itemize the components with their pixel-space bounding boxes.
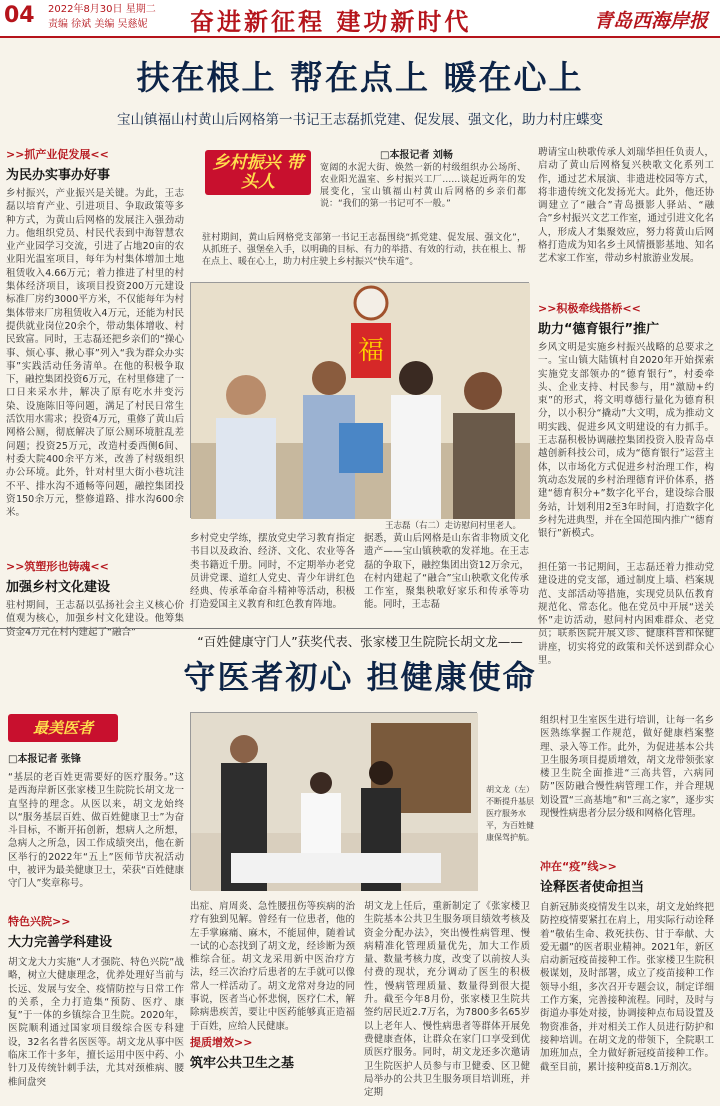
section-heading: 诠释医者使命担当 bbox=[540, 880, 645, 895]
section-body: 乡风文明是实施乡村振兴战略的总要求之一。宝山镇大陆镇村自2020年开始探索实施党支部领办的“德育银行”，村委牵头、企业支持、村民参与，用“激励+约束”的形式，将文明尊德行量化为德育积分，以小积分“撬动”大文明，成为推动文明实践、促进乡风文明建设的有力抓手。王志磊积极协调融控集团投资入股青岛卓越创新科技公司，成为“德育银行”运营主体，以市场化方式促进乡村治理工作，构筑动态发展的乡村治理德育评价体系，搭建“德育积分+”数字化平台，建设综合服务站，计划利用2至3年时间，打造数字化乡村先进典型，并在全国范围内推广“德育银行”新模式。 bbox=[538, 342, 714, 540]
photo-visit-elderly bbox=[191, 283, 530, 519]
article2-byline: □本报记者 张锋 bbox=[8, 754, 81, 765]
section-heading: 助力“德育银行”推广 bbox=[538, 322, 660, 337]
section-label: 冲在“疫”线>> bbox=[540, 860, 617, 873]
section-body: 担任第一书记期间，王志磊还着力推动党建设进的党支部，通过制度上墙、档案规范、支部活动等措施，实现党员队伍教育规范化、常态化。他在党员中开展“送关怀”走访活动，慰问村内困难群众、老党员；联系医院开展义诊、健康科普和保健讲座，切实将党的政策和关怀送到群众心里。 bbox=[538, 562, 714, 667]
header-slogan: 奋进新征程 建功新时代 bbox=[190, 7, 472, 36]
section-body: 组织村卫生室医生进行培训，让每一名乡医熟练掌握工作规范，做好健康档案整理、录入等工作。此外，为促进基本公共卫生服务项目提质增效，胡文龙带领张家楼卫生院全面推进“三高共管，六病同防”医防融合慢性病管理工作，并合理规划设置“三高基地”和“三高之家”，逐步实现慢性病患者分层分级和网格化管理。 bbox=[540, 715, 714, 820]
article1-photo-caption: 王志磊（右二）走访慰问村里老人。 bbox=[385, 521, 522, 531]
page-number: 04 bbox=[4, 3, 35, 28]
article2-col2 bbox=[190, 900, 355, 1071]
section-heading: 大力完善学科建设 bbox=[8, 935, 113, 950]
section-body: 出症、肩周炎、急性腰扭伤等疾病的治疗有独到见解。曾经有一位患者，他的左手掌麻痛、麻木，不能屈伸，随着试一试的心态找到了胡文龙，经诊断为颈椎综合征。胡文龙采用新中医治疗方法，经三次治疗后患者的左手就可以像常人一样活动了。胡文龙常对身边的同事说，医者当心怀悲悯，医疗仁术，解除病患疾苦，要让中医药能够真正造福于百姓，应给人民健康。 bbox=[190, 901, 355, 1032]
section-label: 提质增效>> bbox=[190, 1036, 253, 1049]
page-header bbox=[0, 0, 720, 38]
article1-photo bbox=[190, 282, 529, 518]
article1-title: 扶在根上 帮在点上 暖在心上 bbox=[136, 58, 584, 97]
article2-kicker: “百姓健康守门人”获奖代表、张家楼卫生院院长胡文龙—— bbox=[197, 634, 523, 649]
section-heading: 为民办实事办好事 bbox=[6, 168, 111, 183]
newspaper-logo: 青岛西海岸报 bbox=[593, 10, 708, 32]
svg-text:福: 福 bbox=[357, 336, 385, 366]
best-doctor-tag: 最美医者 bbox=[8, 714, 118, 742]
rural-leader-tag: 乡村振兴 带头人 bbox=[205, 150, 311, 195]
article1-col2: 乡村党史学练，摆放党史学习教育指定书目以及政治、经济、文化、农业等各类书籍近千册。同时，不定期举办老党员讲党课、道红人党史、青少年讲红色经典、传承革命奋斗精神等活动，积极打造爱国主义教育和红色教育阵地。 bbox=[190, 533, 355, 611]
section-heading: 加强乡村文化建设 bbox=[6, 580, 111, 595]
section-body: 驻村期间，王志磊以弘扬社会主义核心价值观为核心，加强乡村文化建设。他筹集资金4万元在村内建起了“融合” bbox=[6, 600, 184, 638]
article1-right-col bbox=[538, 146, 714, 667]
article1-col1 bbox=[6, 146, 184, 651]
section-body: 胡文龙大力实施“人才强院、特色兴院”战略，树立大健康理念，优养处理好当前与长远、发展与安全、疫情防控与日常工作的关系，全力打造集“预防、医疗、康复”于一体的乡镇综合卫生院。2020年，医院顺利通过国家项目级综合医专科建设，32名名普名医医等。胡文龙从事中医临床工作十多年，擅长运用中医中药、小针刀及传统针刺手法，尤其对颈椎病、腰椎间盘突 bbox=[8, 957, 184, 1088]
section-body: 乡村振兴，产业振兴是关键。为此，王志磊以培育产业、引进项目、争取政策等多种方式，为黄山后网格的发展注入强劲动力。他组织党员、村民代表到中海智慧农业产业园学习交流，引进了占地20亩的农业阳光温室项目，每年为村集体增加土地租赁收入4.66万元；着力推进了村里的村集体经济项目，该项目投资200万元建设标准厂房约3000平方米，不仅能每年为村集体带来厂房租赁收入4万元，还能为村民提供就业岗位20余个，带动集体增收、村民致富。同时，王志磊还把乡亲们的“操心事、烦心事、揪心事”列入“我为群众办实事”实践活动任务清单。在他的积极争取下，融控集团投资6万元，在村里修建了一口日来采水井，解决了原有吃水井变污染、设施陈旧等问题，满足了村民日常生活饮用水需求；投资4万元，重修了黄山后网格公厕，彻底解决了原公厕环境脏乱差问题；投资25万元，改造村委西侧6间、村委大院400余平方米，改善了村级组织办公环境。此外，针对村里大街小巷坑洼不平、排水沟不通畅等问题，融控集团投资150余万元，整修道路、排水沟600余米。 bbox=[6, 188, 184, 519]
section-body: 自新冠肺炎疫情发生以来，胡文龙始终把防控疫情要紧扛在肩上，用实际行动诠释着“敬佑生命、救死扶伤、甘于奉献、大爱无疆”的医者职业精神。2021年，新区启动新冠疫苗接种工作。张家楼卫生院积极谋划，及时部署，成立了疫苗接种工作领导小组，多次召开专题会议，制定详细工作方案，完善接种流程。同时，及时与街道办事处对接，协调接种点布局设置及物资准备，并对相关工作人员进行防护和接种培训。在胡文龙的带领下，全院职工加班加点，全力做好新冠疫苗接种工作。截至目前，累计接种疫苗8.1万剂次。 bbox=[540, 902, 714, 1073]
article1-subtitle: 宝山镇福山村黄山后网格第一书记王志磊抓党建、促发展、强文化，助力村庄蝶变 bbox=[117, 112, 603, 128]
article1-col3: 据悉，黄山后网格是山东省非物质文化遗产——宝山镇秧歌的发祥地。在王志磊的争取下，融控集团出资12万余元，在村内建起了“融合”宝山秧歌文化传承工作室，聚集秧歌好家乐和传承等功能。同时，王志磊 bbox=[364, 533, 529, 611]
article1-lead2: 驻村期间，黄山后网格党支部第一书记王志磊围绕“抓党建、促发展、强文化”，从抓班子、强堡垒入手，以明确的目标、有力的举措、有效的行动，扶在根上、帮在点上、暖在心上，助力村庄驶上乡村振兴“快车道”。 bbox=[202, 233, 527, 267]
section-label: >>筑塑形也铸魂<< bbox=[6, 560, 109, 573]
divider bbox=[0, 628, 720, 629]
article1-lead: 宽阔的水泥大街、焕然一新的村级组织办公场所、农业阳光温室、乡村振兴工厂……谈起近两年的发展变化，宝山镇福山村黄山后网格的乡亲们都说：“我们的第一书记可不一般。” bbox=[320, 163, 526, 209]
issue-date: 2022年8月30日 星期二 bbox=[48, 4, 156, 15]
section-label: >>积极牵线搭桥<< bbox=[538, 302, 641, 315]
photo-clinic bbox=[191, 713, 478, 891]
section-label: >>抓产业促发展<< bbox=[6, 148, 109, 161]
article1-byline: □本报记者 刘畅 bbox=[380, 150, 453, 161]
article2-photo bbox=[190, 712, 477, 890]
article2-right-col bbox=[540, 714, 714, 1091]
editors: 责编 徐斌 美编 吴慈妮 bbox=[48, 19, 148, 30]
article2-col3: 胡文龙上任后，重新制定了《张家楼卫生院基本公共卫生服务项目绩效考核及资金分配办法》，突出慢性病管理、慢病精准化管理质量优先，加大工作质量、数量考核力度，改变了以前按人头付费的现状，充分调动了医生的积极性，慢病管理质量、数量得到很大提升。截至今年8月份，张家楼卫生院共签约居民近2.7万名，为7800多名65岁以上老年人、慢性病患者等群体开展免费健康查体，让群众在家门口享受到优质医疗服务。同时，胡文龙还多次邀请卫生院医护人员参与市卫健委、区卫健局举办的公共卫生服务项目培训班，并定期 bbox=[364, 901, 530, 1099]
section-heading: 筑牢公共卫生之基 bbox=[190, 1056, 295, 1071]
article2-col1 bbox=[8, 714, 184, 1106]
article2-photo-caption: 胡文龙（左）不断提升基层医疗服务水平，为百姓健康保驾护航。 bbox=[486, 785, 534, 842]
section-body: 聘请宝山秧歌传承人刘瑞华担任负责人，启动了黄山后网格复兴秧歌文化系列工作，通过艺术展演、非遗进校园等方式，将非遗传统文化发扬光大。此外，他还协调建立了“融合”青岛摄影人驿站、“融合”乡村振兴文艺工作室，通过引进文化名人，形成人才集聚效应，努力将黄山后网格打造成为知名乡土风情摄影基地、知名艺术家工作室，带动乡村旅游业发展。 bbox=[538, 147, 714, 265]
section-label: 特色兴院>> bbox=[8, 915, 71, 928]
article2-intro: “基层的老百姓更需要好的医疗服务。”这是西海岸新区张家楼卫生院院长胡文龙一直坚持的理念。从医以来，胡文龙始终以“服务基层百姓、做百姓健康卫士”为奋斗目标，不断开拓创新，想病人之所想，急病人之所急，因工作成绩突出，他在新区举行的2022年“五上”医师节庆祝活动中，被评为最美健康卫士，荣获“百姓健康守门人”奖章称号。 bbox=[8, 772, 184, 890]
article2-title: 守医者初心 担健康使命 bbox=[183, 658, 537, 696]
